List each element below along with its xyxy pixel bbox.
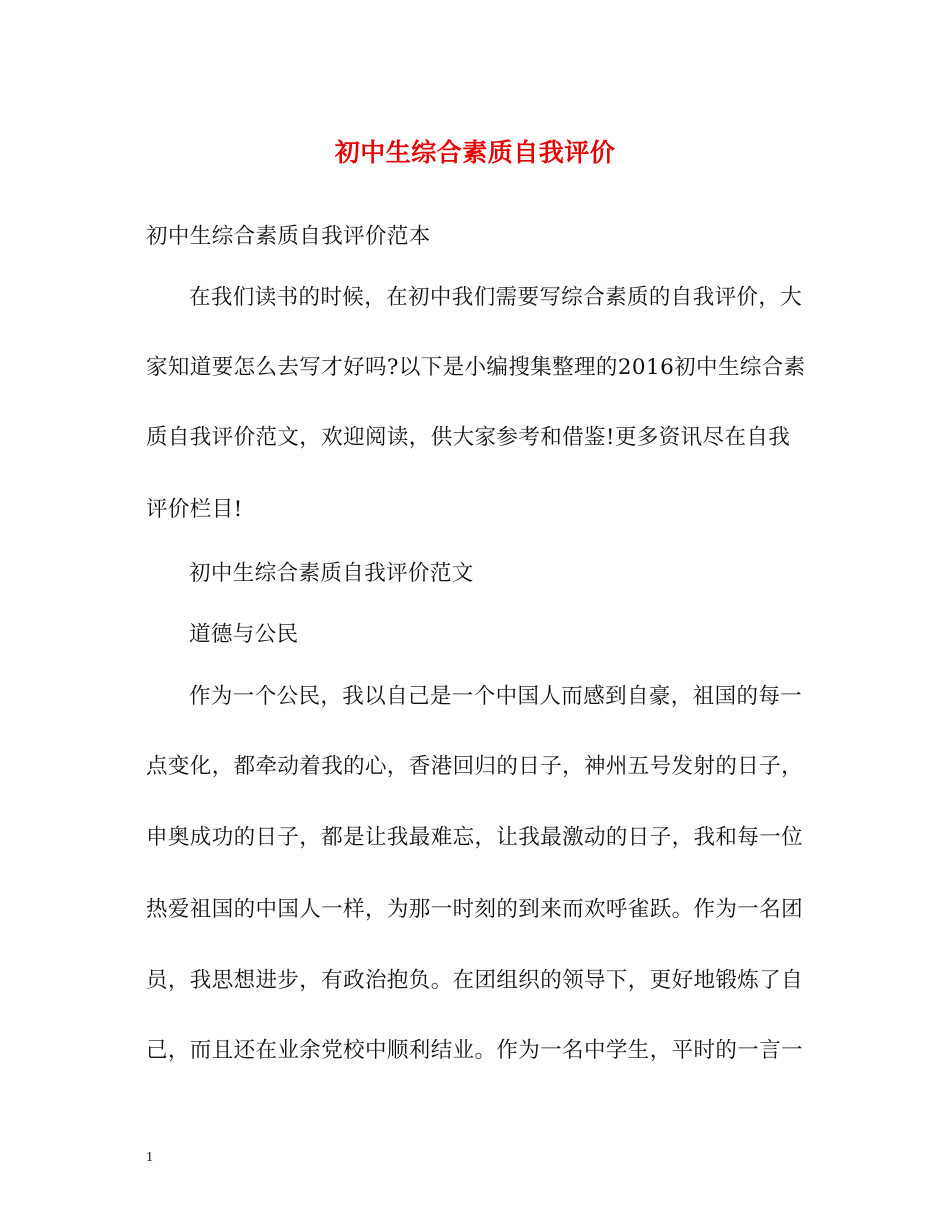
body-line: 员，我思想进步，有政治抱负。在团组织的领导下，更好地锻炼了自 — [146, 968, 804, 993]
subtitle-line: 初中生综合素质自我评价范本 — [146, 224, 431, 249]
section-heading: 道德与公民 — [189, 622, 299, 647]
page-number: 1 — [146, 1150, 153, 1165]
body-line: 在我们读书的时候，在初中我们需要写综合素质的自我评价，大 — [189, 285, 803, 310]
body-line: 申奥成功的日子，都是让我最难忘，让我最激动的日子，我和每一位 — [146, 825, 804, 850]
body-line: 己，而且还在业余党校中顺利结业。作为一名中学生，平时的一言一 — [146, 1038, 804, 1063]
body-line: 质自我评价范文，欢迎阅读，供大家参考和借鉴!更多资讯尽在自我 — [146, 425, 791, 450]
section-heading: 初中生综合素质自我评价范文 — [189, 561, 474, 586]
body-line: 家知道要怎么去写才好吗?以下是小编搜集整理的2016初中生综合素 — [146, 355, 806, 380]
document-title: 初中生综合素质自我评价 — [334, 138, 616, 167]
body-line: 作为一个公民，我以自己是一个中国人而感到自豪，祖国的每一 — [189, 684, 803, 709]
body-line: 点变化，都牵动着我的心，香港回归的日子，神州五号发射的日子， — [146, 754, 804, 779]
body-line: 热爱祖国的中国人一样，为那一时刻的到来而欢呼雀跃。作为一名团 — [146, 897, 804, 922]
body-line: 评价栏目! — [146, 497, 243, 522]
